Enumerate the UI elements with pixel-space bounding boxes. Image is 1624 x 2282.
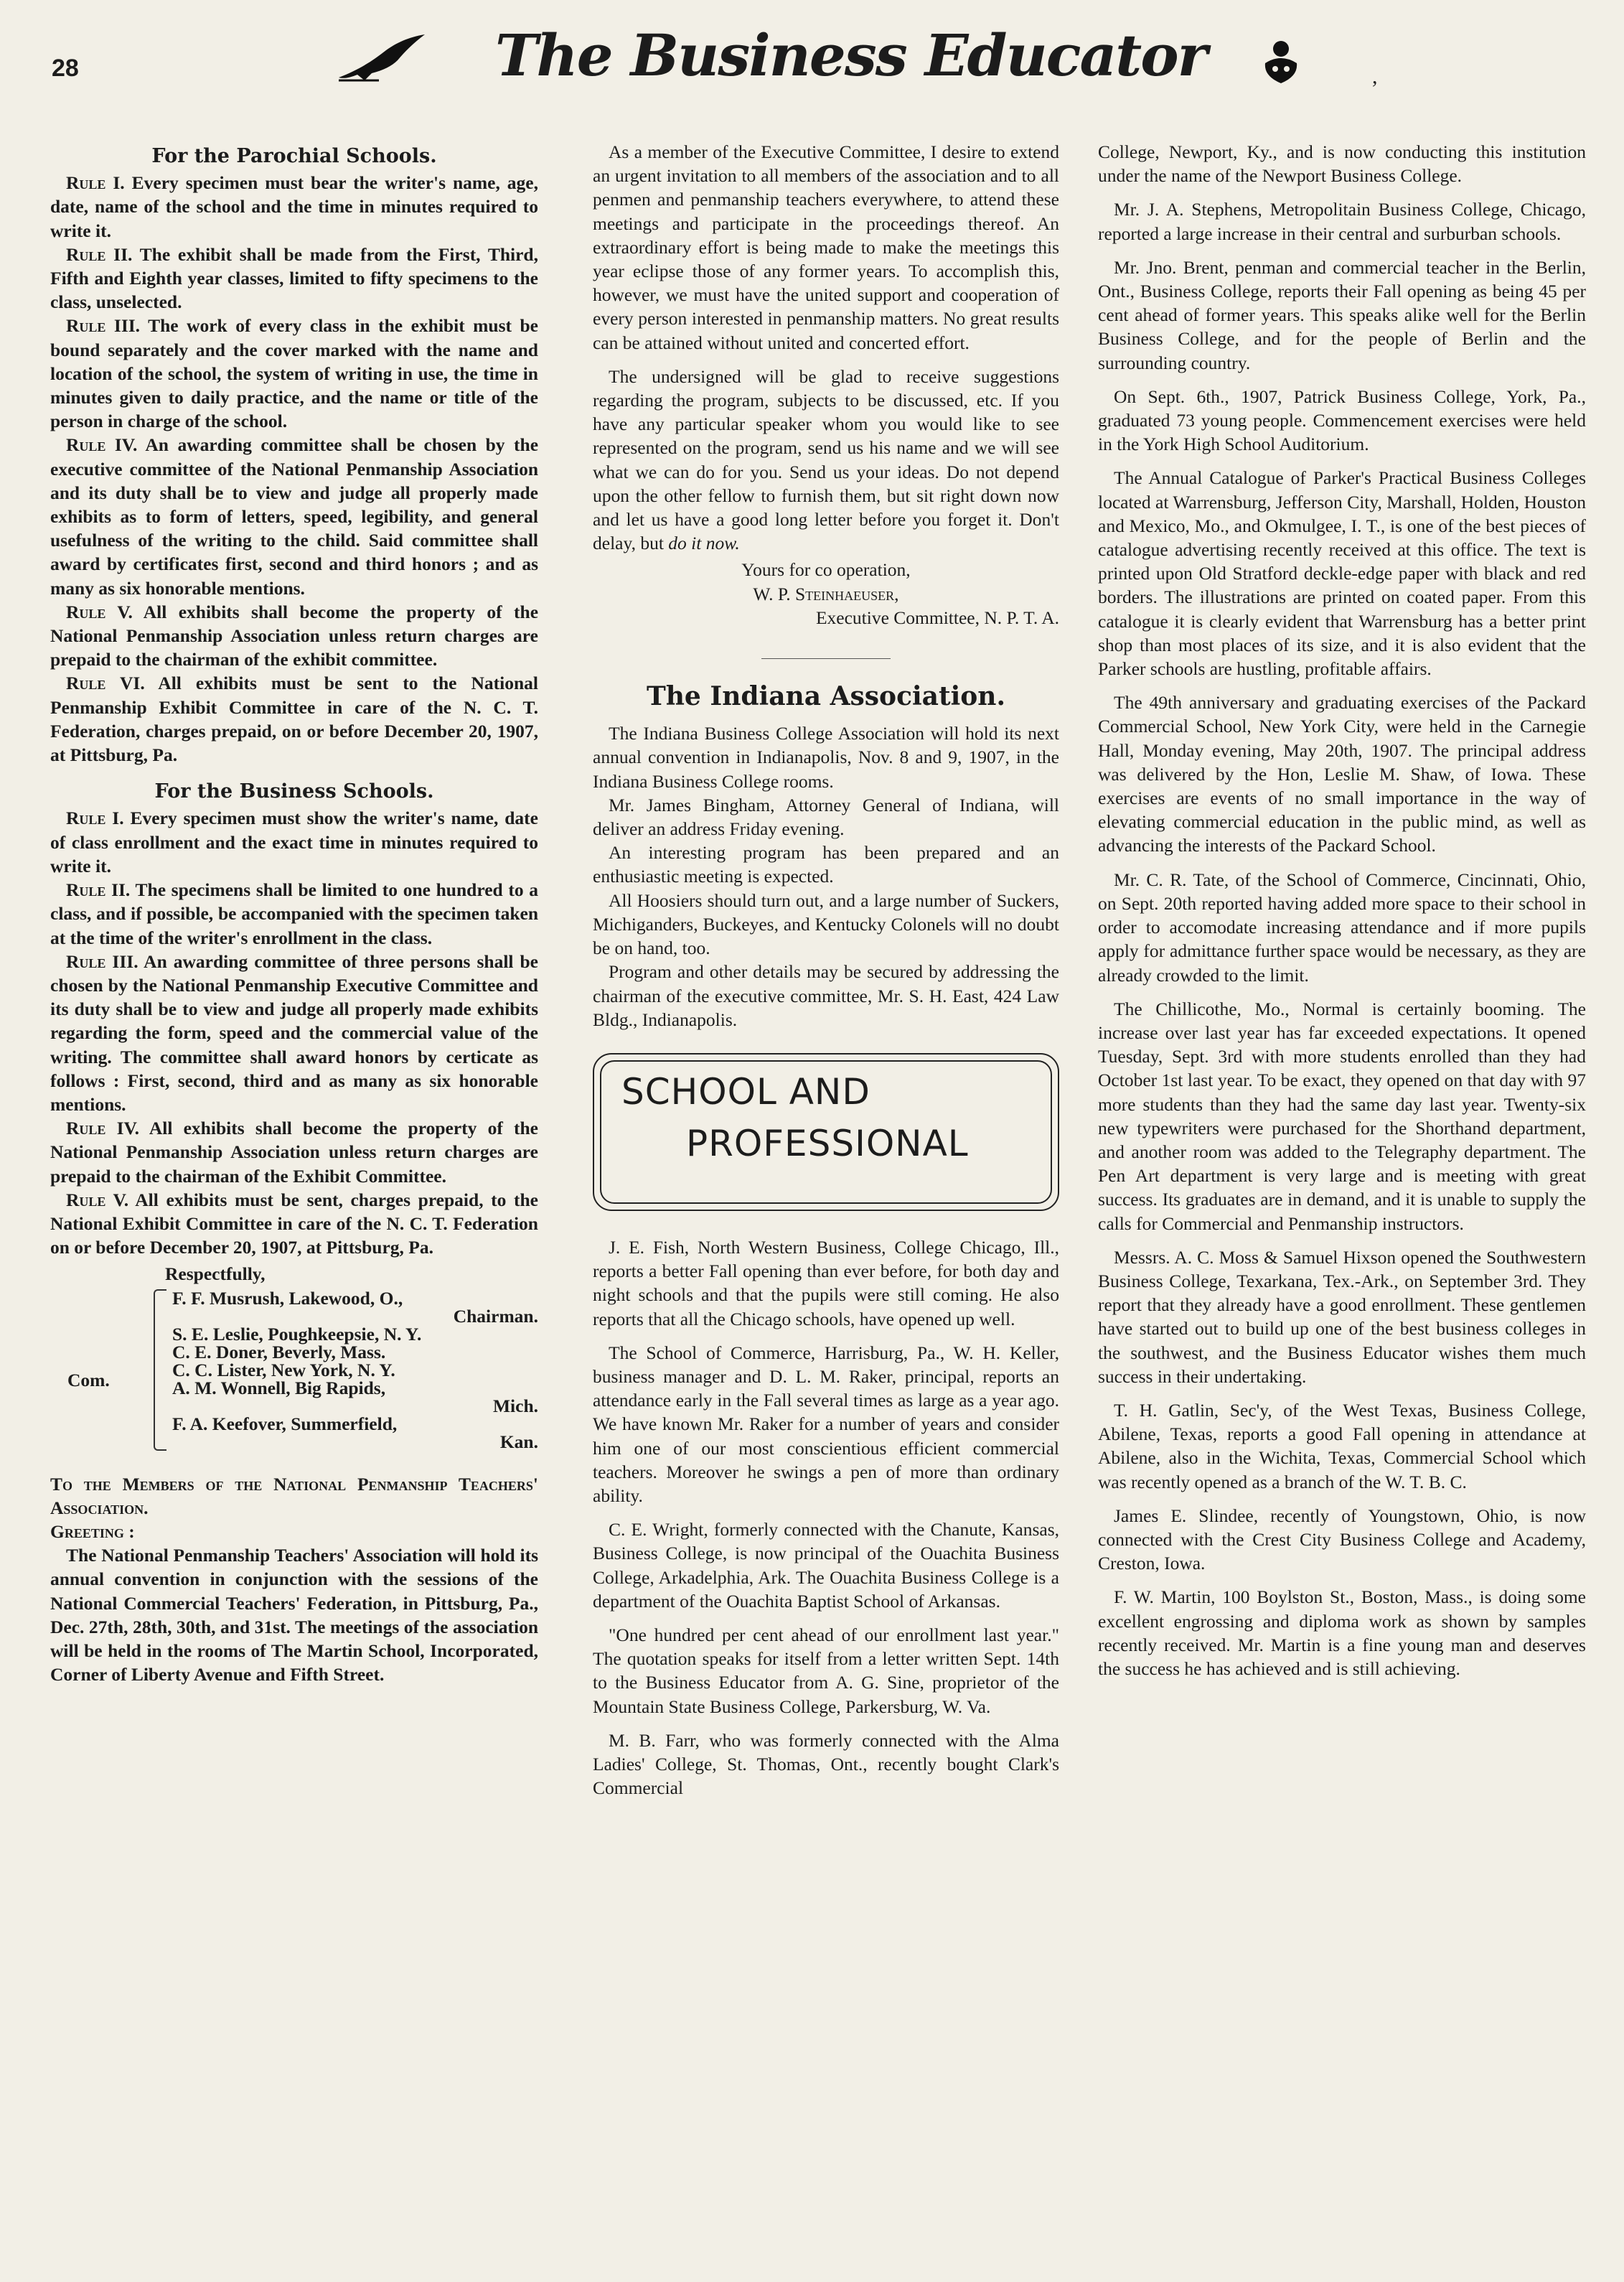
news-paragraph: Messrs. A. C. Moss & Samuel Hixson opened the Southwestern Business College, Texarkana, Tex.-Ark., on September 3rd. They report that they already have a good enrollment. These gentlemen have started out to build up one of the best business colleges in the southwest, and the Business Educator wishes them much success in their undertaking. bbox=[1098, 1246, 1586, 1387]
committee-member: Mich. bbox=[492, 1395, 538, 1416]
committee-member: S. E. Leslie, Poughkeepsie, N. Y. bbox=[172, 1323, 422, 1345]
committee-block bbox=[50, 1289, 538, 1451]
news-paragraph: The Annual Catalogue of Parker's Practical Business Colleges located at Warrensburg, Jefferson City, Marshall, Holden, Houston and Mexico, Mo., and Okmulgee, I. T., is one of the best pieces of catalogue advertising recently received at this office. The text is printed upon Old Stratford deckle-edge paper with black and red borders. The illustrations are printed on coated paper. From this catalogue it is clearly evident that Warrensburg has a better print shop than most places of its size, and it is also evident that the Parker schools are hustling, profitable affairs. bbox=[1098, 467, 1586, 680]
column-2 bbox=[593, 140, 1059, 1810]
letter-closing: Yours for co operation, bbox=[741, 559, 911, 581]
business-rule: Rule I. Every specimen must show the writer's name, date of class enrollment and the exact time in minutes required to write it. bbox=[50, 808, 538, 876]
letter-paragraph: The National Penmanship Teachers' Association will hold its annual convention in conjunction with the sessions of the National Commercial Teachers' Federation, in Pittsburg, Pa., Dec. 27th, 28th, 30th, and 31st. The meetings of the association will be held in the rooms of The Martin School, Incorporated, Corner of Liberty Avenue and Fifth Street. bbox=[50, 1545, 538, 1685]
masthead-title: The Business Educator bbox=[495, 22, 1206, 89]
letter-paragraph: The undersigned will be glad to receive suggestions regarding the program, subjects to be discussed, etc. If you have any particular speaker whom you would like to see represented on the program, send us his name and we will see what we can do for you. Send us your ideas. Do not depend upon the other fellow to furnish them, but sit right down now and let us have a good long letter before you forget it. Don't delay, but do it now. bbox=[593, 365, 1059, 554]
news-paragraph: On Sept. 6th., 1907, Patrick Business College, York, Pa., graduated 73 young people. Commencement exercises were held in the York High School Auditorium. bbox=[1098, 385, 1586, 455]
committee-label: Com. bbox=[67, 1369, 110, 1390]
heading-business: For the Business Schools. bbox=[154, 780, 434, 803]
school-professional-banner bbox=[593, 1053, 1059, 1211]
parochial-rule: Rule V. All exhibits shall become the property of the National Penmanship Association unless return charges are prepaid to the chairman of the exhibit committee. bbox=[50, 601, 539, 670]
business-rule: Rule V. All exhibits must be sent, charges prepaid, to the National Exhibit Committee in care of the N. C. T. Federation on or before December 20, 1907, at Pittsburg, Pa. bbox=[50, 1189, 538, 1258]
parochial-rule: Rule II. The exhibit shall be made from the First, Third, Fifth and Eighth year classes, limited to fifty specimens to the class, unselected. bbox=[50, 243, 538, 313]
parochial-rule: Rule VI. All exhibits must be sent to the National Penmanship Exhibit Committee in care of the N. C. T. Federation, charges prepaid, on or before December 20, 1907, at Pittsburg, Pa. bbox=[50, 673, 538, 766]
committee-list bbox=[172, 1289, 538, 1451]
masthead-dot: , bbox=[1372, 65, 1378, 88]
letter-paragraph: As a member of the Executive Committee, I desire to extend an urgent invitation to all members of the association and to all penmen and penmanship teachers everywhere, to attend these meetings and participate in the proceedings thereof. An extraordinary effort is being made to make the meetings this year eclipse those of any former years. To accomplish this, however, we must have the united support and cooperation of every person interested in penmanship matters. No great results can be attained without united and concerted effort. bbox=[593, 141, 1059, 353]
indiana-paragraph: All Hoosiers should turn out, and a large number of Suckers, Michiganders, Buckeyes, and Kentucky Colonels will no doubt be on hand, too. bbox=[593, 889, 1059, 959]
business-rule: Rule III. An awarding committee of three persons shall be chosen by the National Penmanship Executive Committee and its duty shall be to view and judge all properly made exhibits regarding the form, speed and the commercial value of the writing. The committee shall award honors by certicate as follows : First, second, third and as many as six honorable mentions. bbox=[50, 950, 538, 1115]
committee-member: F. A. Keefover, Summerfield, bbox=[172, 1413, 398, 1434]
news-paragraph: C. E. Wright, formerly connected with the Chanute, Kansas, Business College, is now principal of the Ouachita Business College, Arkadelphia, Ark. The Ouachita Business College is a department of the Ouachita Baptist School of Arkansas. bbox=[593, 1519, 1059, 1612]
letter-greeting: Greeting : bbox=[50, 1520, 135, 1542]
emblem-icon bbox=[1259, 36, 1303, 86]
committee-bracket bbox=[154, 1289, 166, 1451]
committee-member: A. M. Wonnell, Big Rapids, bbox=[172, 1377, 386, 1398]
news-paragraph: The School of Commerce, Harrisburg, Pa., W. H. Keller, business manager and D. L. M. Raker, principal, reports an attendance early in the Fall several times as large as a year ago. We have known Mr. Raker for a number of years and consider him one of our most conscientious efficient commercial teachers. Moreover he swings a pen of more than ordinary ability. bbox=[593, 1342, 1059, 1506]
banner-line-1: SCHOOL AND bbox=[621, 1070, 870, 1113]
column-1 bbox=[50, 140, 538, 1686]
quill-icon bbox=[336, 33, 429, 83]
news-paragraph: T. H. Gatlin, Sec'y, of the West Texas, Business College, Abilene, Texas, reports a good Fall opening in attendance at Abilene, also in the Wichita, Texas, Commercial School which was recently opened as a branch of the W. T. B. C. bbox=[1098, 1399, 1586, 1492]
news-paragraph: The Chillicothe, Mo., Normal is certainly booming. The increase over last year has far exceeded expectations. It opened Tuesday, Sept. 3rd with more students enrolled than they had October 1st last year. To be exact, they opened on that day with 97 more students than they had the same day last year. Twenty-six new typewriters were purchased for the Shorthand department, and another room was added to the Telegraphy department. The Pen Art department is very large and is meeting with great success. Its graduates are in demand, and it is unable to supply the calls for Commercial and Penmanship instructors. bbox=[1098, 998, 1586, 1234]
committee-member: Chairman. bbox=[453, 1305, 538, 1327]
parochial-rule: Rule I. Every specimen must bear the writer's name, age, date, name of the school and the time in minutes required to write it. bbox=[50, 172, 538, 241]
page-number: 28 bbox=[52, 55, 79, 82]
news-paragraph: James E. Slindee, recently of Youngstown, Ohio, is now connected with the Crest City Business College and Academy, Creston, Iowa. bbox=[1098, 1505, 1586, 1574]
indiana-paragraph: Mr. James Bingham, Attorney General of Indiana, will deliver an address Friday evening. bbox=[593, 794, 1059, 840]
committee-member: Kan. bbox=[499, 1431, 538, 1452]
respectfully: Respectfully, bbox=[165, 1263, 266, 1285]
business-rule: Rule II. The specimens shall be limited to one hundred to a class, and if possible, be accompanied with the specimen taken at the time of the writer's enrollment in the class. bbox=[50, 879, 538, 948]
committee-member: C. E. Doner, Beverly, Mass. bbox=[172, 1341, 386, 1362]
heading-indiana: The Indiana Association. bbox=[646, 681, 1006, 712]
banner-line-2: PROFESSIONAL bbox=[686, 1122, 969, 1164]
parochial-rule: Rule III. The work of every class in the exhibit must be bound separately and the cover marked with the name and location of the school, the system of writing in use, the time in minutes given to daily practice, and the name or title of the person in charge of the school. bbox=[50, 315, 538, 432]
news-paragraph: "One hundred per cent ahead of our enrollment last year." The quotation speaks for itself from a letter written Sept. 14th to the Business Educator from A. G. Sine, proprietor of the Mountain State Business College, Parkersburg, W. Va. bbox=[593, 1624, 1059, 1717]
indiana-paragraph: Program and other details may be secured by addressing the chairman of the executive committee, Mr. S. H. East, 424 Law Bldg., Indianapolis. bbox=[593, 961, 1059, 1030]
news-paragraph: The 49th anniversary and graduating exercises of the Packard Commercial School, New York City, were held in the Carnegie Hall, Monday evening, May 20th, 1907. The principal address was delivered by the Hon, Leslie M. Shaw, of Iowa. These exercises are events of no small importance in the way of elevating commercial education in the public mind, as well as advancing the interests of the Packard School. bbox=[1098, 692, 1586, 856]
committee-member: F. F. Musrush, Lakewood, O., bbox=[172, 1287, 403, 1309]
letter-signer: W. P. Steinhaeuser, bbox=[753, 583, 899, 604]
news-paragraph: Mr. Jno. Brent, penman and commercial teacher in the Berlin, Ont., Business College, reports their Fall opening as being 45 per cent ahead of former years. This speaks alike well for the Berlin Business College, and for the people of Berlin and the surrounding country. bbox=[1098, 256, 1586, 373]
indiana-paragraph: The Indiana Business College Association will hold its next annual convention in Indianapolis, Nov. 8 and 9, 1907, in the Indiana Business College rooms. bbox=[593, 723, 1059, 792]
indiana-paragraph: An interesting program has been prepared and an enthusiastic meeting is expected. bbox=[593, 842, 1059, 887]
section-divider bbox=[761, 658, 891, 659]
committee-member: C. C. Lister, New York, N. Y. bbox=[172, 1359, 395, 1380]
news-paragraph: M. B. Farr, who was formerly connected with the Alma Ladies' College, St. Thomas, Ont., recently bought Clark's Commercial bbox=[593, 1729, 1059, 1799]
masthead bbox=[0, 0, 1624, 115]
heading-parochial: For the Parochial Schools. bbox=[151, 145, 437, 167]
news-paragraph: Mr. J. A. Stephens, Metropolitain Business College, Chicago, reported a large increase in their central and surburban schools. bbox=[1098, 199, 1586, 244]
parochial-rule: Rule IV. An awarding committee shall be chosen by the executive committee of the National Penmanship Association and its duty shall be to view and judge all properly made exhibits as to form of letters, speed, legibility, and general usefulness of the writing to the child. Said committee shall award by certificates first, second and third honors ; and as many as six honorable mentions. bbox=[50, 434, 539, 599]
news-paragraph: Mr. C. R. Tate, of the School of Commerce, Cincinnati, Ohio, on Sept. 20th reported having added more space to their school in order to accomodate increasing attendance and if more pupils apply for admittance further space would be necessary, as they are already crowded to the limit. bbox=[1098, 869, 1586, 986]
news-paragraph: College, Newport, Ky., and is now conducting this institution under the name of the Newport Business College. bbox=[1098, 141, 1586, 187]
business-rule: Rule IV. All exhibits shall become the property of the National Penmanship Association unless return charges are prepaid to the chairman of the Exhibit Committee. bbox=[50, 1118, 538, 1187]
news-paragraph: J. E. Fish, North Western Business, College Chicago, Ill., reports a better Fall opening than ever before, for both day and night schools and that the pupils were still coming. He also reports that all the Chicago schools, have opened up well. bbox=[593, 1236, 1059, 1329]
letter-signer-title: Executive Committee, N. P. T. A. bbox=[815, 607, 1059, 628]
column-3 bbox=[1098, 140, 1586, 1691]
letter-address: To the Members of the National Penmanship Teachers' Association. bbox=[50, 1473, 538, 1518]
news-paragraph: F. W. Martin, 100 Boylston St., Boston, Mass., is doing some excellent engrossing and diploma work as shown by samples recently received. Mr. Martin is a fine young man and deserves the success he has achieved and is still achieving. bbox=[1098, 1586, 1586, 1679]
